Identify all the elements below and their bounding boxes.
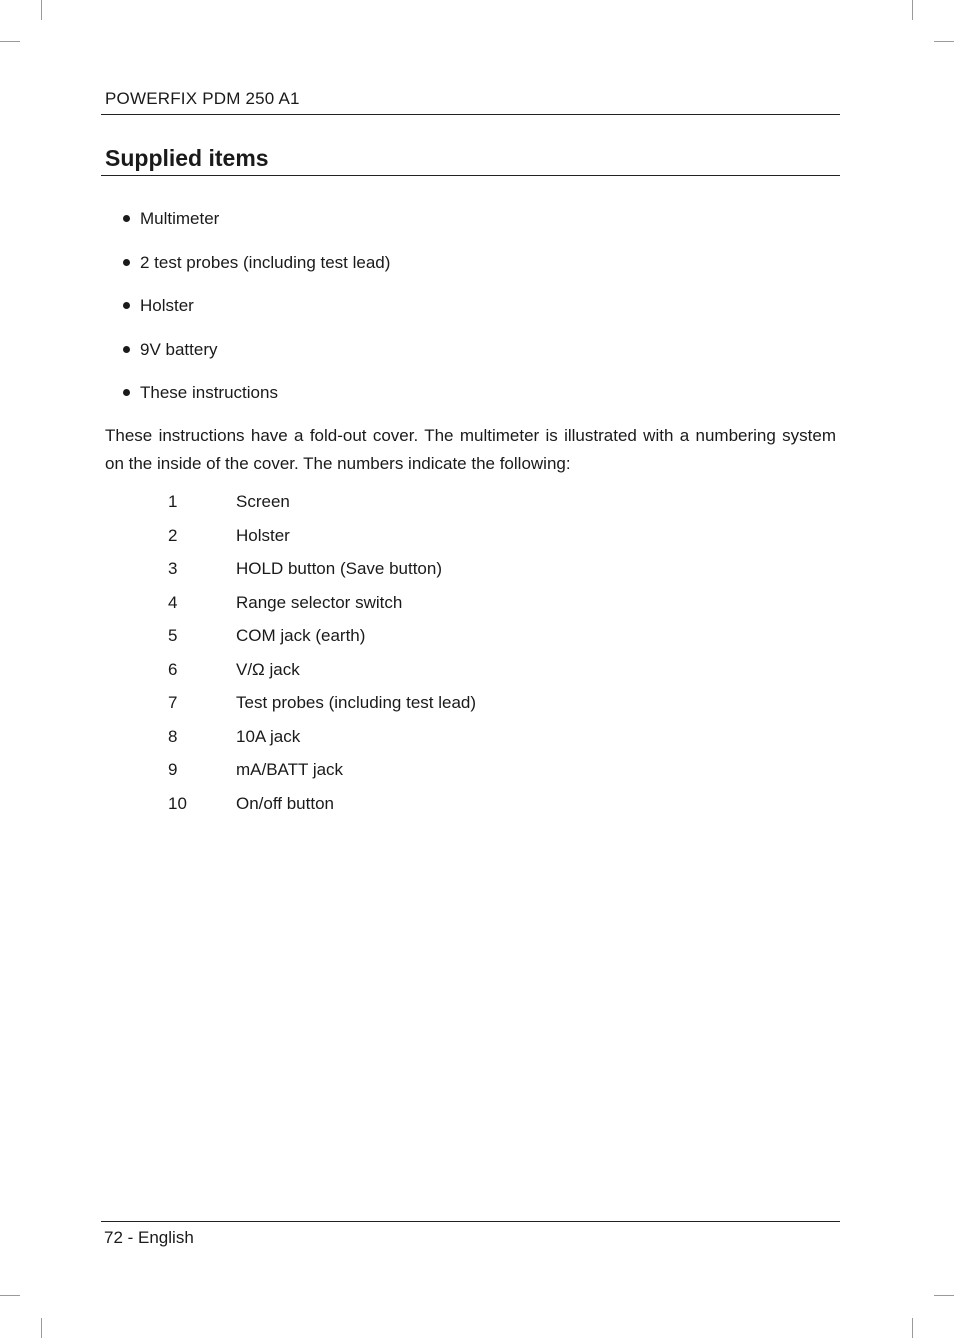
page-number-label: 72 - English — [104, 1228, 194, 1247]
parts-list-item — [168, 556, 476, 590]
parts-list-item — [168, 791, 476, 825]
bullet-icon — [123, 389, 130, 396]
parts-list-item — [168, 523, 476, 557]
intro-paragraph: These instructions have a fold-out cover. The multimeter is illustrated with a numbering system on the inside of the cover. The numbers indicate the following: — [105, 426, 836, 473]
bullet-icon — [123, 215, 130, 222]
parts-list — [168, 489, 476, 824]
list-item-label: These instructions — [140, 383, 278, 402]
part-number: 3 — [168, 559, 178, 578]
parts-list-item — [168, 757, 476, 791]
list-item — [122, 250, 390, 294]
page-title: Supplied items — [105, 145, 269, 171]
parts-list-item — [168, 590, 476, 624]
bullet-icon — [123, 302, 130, 309]
part-label: Screen — [236, 492, 290, 511]
part-number: 5 — [168, 626, 178, 645]
list-item — [122, 380, 390, 424]
part-number: 2 — [168, 525, 178, 545]
crop-mark-top-right-horizontal — [934, 41, 954, 42]
crop-mark-top-right-vertical — [912, 0, 913, 20]
list-item-label: Multimeter — [140, 209, 220, 228]
list-item — [122, 337, 390, 381]
crop-mark-bottom-left-vertical — [41, 1318, 42, 1338]
list-item — [122, 293, 390, 337]
list-item — [122, 206, 390, 250]
crop-mark-bottom-right-vertical — [912, 1318, 913, 1338]
part-number: 9 — [168, 760, 178, 779]
parts-list-item — [168, 623, 476, 657]
part-number: 8 — [168, 726, 178, 746]
part-label: COM jack (earth) — [236, 626, 366, 645]
part-label: HOLD button (Save button) — [236, 559, 443, 578]
part-label: V/Ω jack — [236, 659, 300, 679]
page-footer — [101, 1221, 840, 1247]
list-item-label: Holster — [140, 296, 194, 315]
crop-mark-top-left-horizontal — [0, 41, 20, 42]
part-label: Test probes (including test lead) — [236, 693, 477, 712]
list-item-label: 9V battery — [140, 339, 218, 359]
part-label: On/off button — [236, 793, 334, 813]
part-number: 6 — [168, 659, 178, 679]
header-title: POWERFIX PDM 250 A1 — [105, 89, 300, 108]
crop-mark-top-left-vertical — [41, 0, 42, 20]
parts-list-item — [168, 690, 476, 724]
part-label: Holster — [236, 525, 290, 545]
part-number: 1 — [168, 492, 178, 511]
bullet-icon — [123, 346, 130, 353]
parts-list-item — [168, 724, 476, 758]
list-item-label: 2 test probes (including test lead) — [140, 252, 391, 272]
crop-mark-bottom-right-horizontal — [934, 1295, 954, 1296]
bullet-icon — [123, 259, 130, 266]
parts-list-item — [168, 657, 476, 691]
part-number: 10 — [168, 793, 187, 813]
part-label: mA/BATT jack — [236, 760, 344, 779]
part-label: 10A jack — [236, 726, 301, 746]
part-number: 7 — [168, 693, 178, 712]
part-label: Range selector switch — [236, 592, 403, 612]
running-header — [101, 88, 840, 115]
supplied-items-list — [122, 206, 390, 424]
part-number: 4 — [168, 592, 178, 612]
section-heading — [101, 140, 840, 176]
crop-mark-bottom-left-horizontal — [0, 1295, 20, 1296]
parts-list-item — [168, 489, 476, 523]
